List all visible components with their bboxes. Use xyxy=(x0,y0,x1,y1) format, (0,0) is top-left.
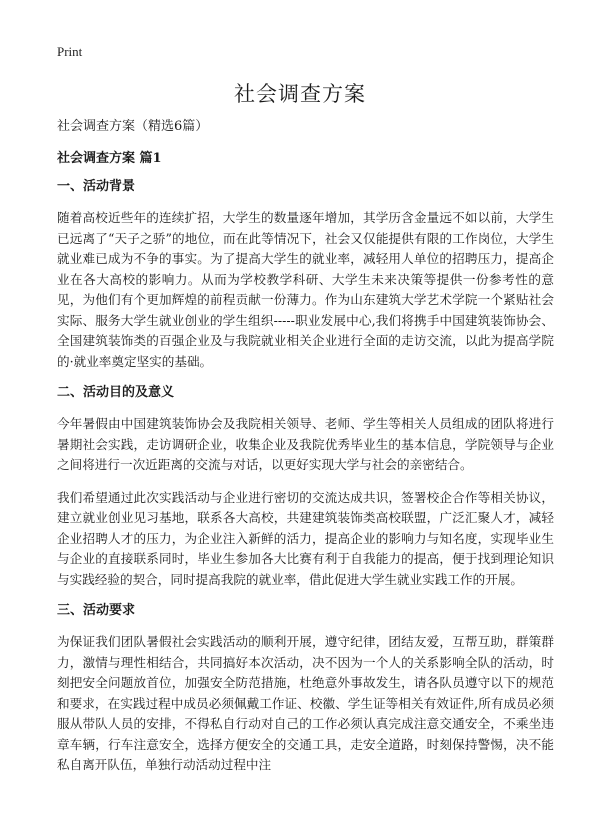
paragraph: 今年暑假由中国建筑装饰协会及我院相关领导、老师、学生等相关人员组成的团队将进行暑期社会实践，走访调研企业，收集企业及我院优秀毕业生的基本信息，学院领导与企业之间将进行一次近距离的交流与对话，以更好实现大学与社会的亲密结合。 xyxy=(57,416,554,472)
section-heading: 二、活动目的及意义 xyxy=(57,385,175,400)
section-background xyxy=(57,178,554,372)
section-requirements xyxy=(57,602,554,776)
print-link[interactable]: Print xyxy=(57,44,83,59)
part-title: 社会调查方案 篇1 xyxy=(57,151,162,166)
paragraph: 随着高校近些年的连续扩招，大学生的数量逐年增加，其学历含金量远不如以前，大学生已远离了“天子之骄”的地位，而在此等情况下，社会又仅能提供有限的工作岗位，大学生就业难已成为不争的事实。为了提高大学生的就业率，减轻用人单位的招聘压力，提高企业在各大高校的影响力。从而为学校教学科研、大学生未来决策等提供一份参考性的意见，为他们有个更加辉煌的前程贡献一份薄力。作为山东建筑大学艺术学院一个紧贴社会实际、服务大学生就业创业的学生组织-----职业发展中心,我们将携手中国建筑装饰协会、全国建筑装饰类的百强企业及与我院就业相关企业进行全面的走访交流，以此为提高学院的·就业率奠定坚实的基础。 xyxy=(57,210,554,369)
document-title: 社会调查方案 xyxy=(234,82,366,106)
document-body xyxy=(57,118,554,788)
section-heading: 一、活动背景 xyxy=(57,179,136,194)
section-heading: 三、活动要求 xyxy=(57,603,136,618)
paragraph: 我们希望通过此次实践活动与企业进行密切的交流达成共识，签署校企合作等相关协议，建立就业创业见习基地，联系各大高校，共建建筑装饰类高校联盟，广泛汇聚人才，减轻企业招聘人才的压力，为企业注入新鲜的活力，提高企业的影响力与知名度，实现毕业生与企业的直接联系同时，毕业生参加各大比赛有利于自我能力的提高，便于找到理论知识与实践经验的契合，同时提高我院的就业率，借此促进大学生就业实践工作的开展。 xyxy=(57,489,554,587)
document-subtitle: 社会调查方案（精选6篇） xyxy=(57,119,209,134)
section-purpose xyxy=(57,384,554,590)
paragraph: 为保证我们团队暑假社会实践活动的顺利开展，遵守纪律，团结友爱，互帮互助，群策群力，激情与理性相结合，共同搞好本次活动，决不因为一个人的关系影响全队的活动，时刻把安全问题放首位，加强安全防范措施，杜绝意外事故发生，请各队员遵守以下的规范和要求，在实践过程中成员必须佩戴工作证、校徽、学生证等相关有效证件,所有成员必须服从带队人员的安排，不得私自行动对自己的工作必须认真完成注意交通安全，不乘坐违章车辆，行车注意安全，选择方便安全的交通工具，走安全道路，时刻保持警惕，决不能私自离开队伍，单独行动活动过程中注 xyxy=(57,634,554,772)
